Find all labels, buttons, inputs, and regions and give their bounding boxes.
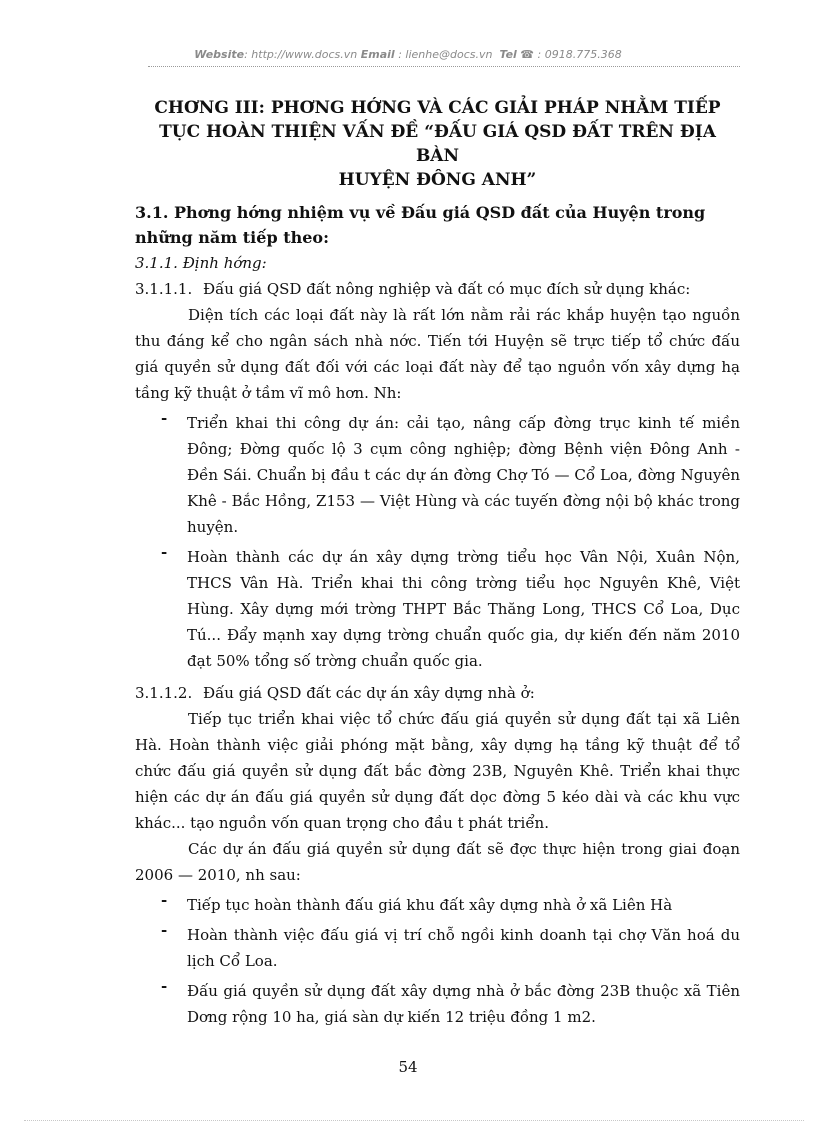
page-content bbox=[135, 96, 740, 1036]
website-value: : http://www.docs.vn bbox=[244, 48, 358, 61]
header-divider bbox=[148, 66, 740, 67]
footer-divider bbox=[24, 1120, 804, 1121]
item-3-1-1-2-title: Đấu giá QSD đất các dự án xây dựng nhà ở: bbox=[203, 684, 535, 702]
bullet-item: - Đấu giá quyền sử dụng đất xây dựng nhà ở bắc đờng 23B thuộc xã Tiên Dơng rộng 10 ha, giá sàn dự kiến 12 triệu đồng 1 m2. bbox=[135, 978, 740, 1030]
section-3-1-heading: 3.1. Phơng hớng nhiệm vụ về Đấu giá QSD đất của Huyện trong những năm tiếp theo: bbox=[135, 203, 706, 247]
chapter-title-line-2: TỤC HOÀN THIỆN VẤN ĐỀ “ĐẤU GIÁ QSD ĐẤT TRÊN ĐỊA BÀN bbox=[159, 122, 716, 166]
chapter-title-line-1: CHƠNG III: PHƠNG HỚNG VÀ CÁC GIẢI PHÁP NHẰM TIẾP bbox=[154, 98, 721, 118]
page-number: 54 bbox=[398, 1058, 418, 1076]
tel-label: Tel bbox=[499, 48, 517, 61]
item-3-1-1-1-paragraph: Diện tích các loại đất này là rất lớn nằm rải rác khắp huyện tạo nguồn thu đáng kể cho ngân sách nhà nớc. Tiến tới Huyện sẽ trực tiếp tổ chức đấu giá quyền sử dụng đất đối với các loại đất này để tạo nguồn vốn xây dựng hạ tầng kỹ thuật ở tầm vĩ mô hơn. Nh: bbox=[135, 306, 740, 402]
item-3-1-1-2-number: 3.1.1.2. bbox=[135, 684, 193, 702]
tel-value: ☎ : 0918.775.368 bbox=[516, 48, 622, 61]
bullet-item: - Hoàn thành các dự án xây dựng trờng tiểu học Vân Nội, Xuân Nộn, THCS Vân Hà. Triển khai thi công trờng tiểu học Nguyên Khê, Việt Hùng. Xây dựng mới trờng THPT Bắc Thăng Long, THCS Cổ Loa, Dục Tú... Đẩy mạnh xay dựng trờng chuẩn quốc gia, dự kiến đến năm 2010 đạt 50% tổng số trờng chuẩn quốc gia. bbox=[135, 544, 740, 674]
email-value: : lienhe@docs.vn bbox=[394, 48, 493, 61]
item-3-1-1-1-number: 3.1.1.1. bbox=[135, 280, 193, 298]
item-3-1-1-1-heading bbox=[135, 276, 740, 302]
section-3-1-1-heading: 3.1.1. Định hớng: bbox=[135, 254, 267, 272]
chapter-title bbox=[135, 96, 740, 192]
bullet-item: - Tiếp tục hoàn thành đấu giá khu đất xây dựng nhà ở xã Liên Hà bbox=[135, 892, 740, 918]
bullet-item: - Triển khai thi công dự án: cải tạo, nâng cấp đờng trục kinh tế miền Đông; Đờng quốc lộ 3 cụm công nghiệp; đờng Bệnh viện Đông Anh - Đền Sái. Chuẩn bị đầu t các dự án đờng Chợ Tó — Cổ Loa, đờng Nguyên Khê - Bắc Hồng, Z153 — Việt Hùng và các tuyến đờng nội bộ khác trong huyện. bbox=[135, 410, 740, 540]
email-label: Email bbox=[360, 48, 395, 61]
item-3-1-1-2-paragraph-2: Các dự án đấu giá quyền sử dụng đất sẽ đợc thực hiện trong giai đoạn 2006 — 2010, nh sau: bbox=[135, 840, 740, 884]
item-3-1-1-1-title: Đấu giá QSD đất nông nghiệp và đất có mục đích sử dụng khác: bbox=[203, 280, 691, 298]
website-label: Website bbox=[194, 48, 245, 61]
item-3-1-1-2-heading bbox=[135, 680, 740, 706]
item-3-1-1-1-bullet-list bbox=[135, 410, 740, 674]
bullet-item: - Hoàn thành việc đấu giá vị trí chỗ ngồi kinh doanh tại chợ Văn hoá du lịch Cổ Loa. bbox=[135, 922, 740, 974]
page-header bbox=[0, 48, 816, 61]
item-3-1-1-2-bullet-list bbox=[135, 892, 740, 1030]
chapter-title-line-3: HUYỆN ĐÔNG ANH” bbox=[338, 170, 537, 190]
item-3-1-1-2-paragraph-1: Tiếp tục triển khai việc tổ chức đấu giá quyền sử dụng đất tại xã Liên Hà. Hoàn thành việc giải phóng mặt bằng, xây dựng hạ tầng kỹ thuật để tổ chức đấu giá quyền sử dụng đất bắc đờng 23B, Nguyên Khê. Triển khai thực hiện các dự án đấu giá quyền sử dụng đất dọc đờng 5 kéo dài và các khu vực khác... tạo nguồn vốn quan trọng cho đầu t phát triển. bbox=[135, 710, 740, 832]
